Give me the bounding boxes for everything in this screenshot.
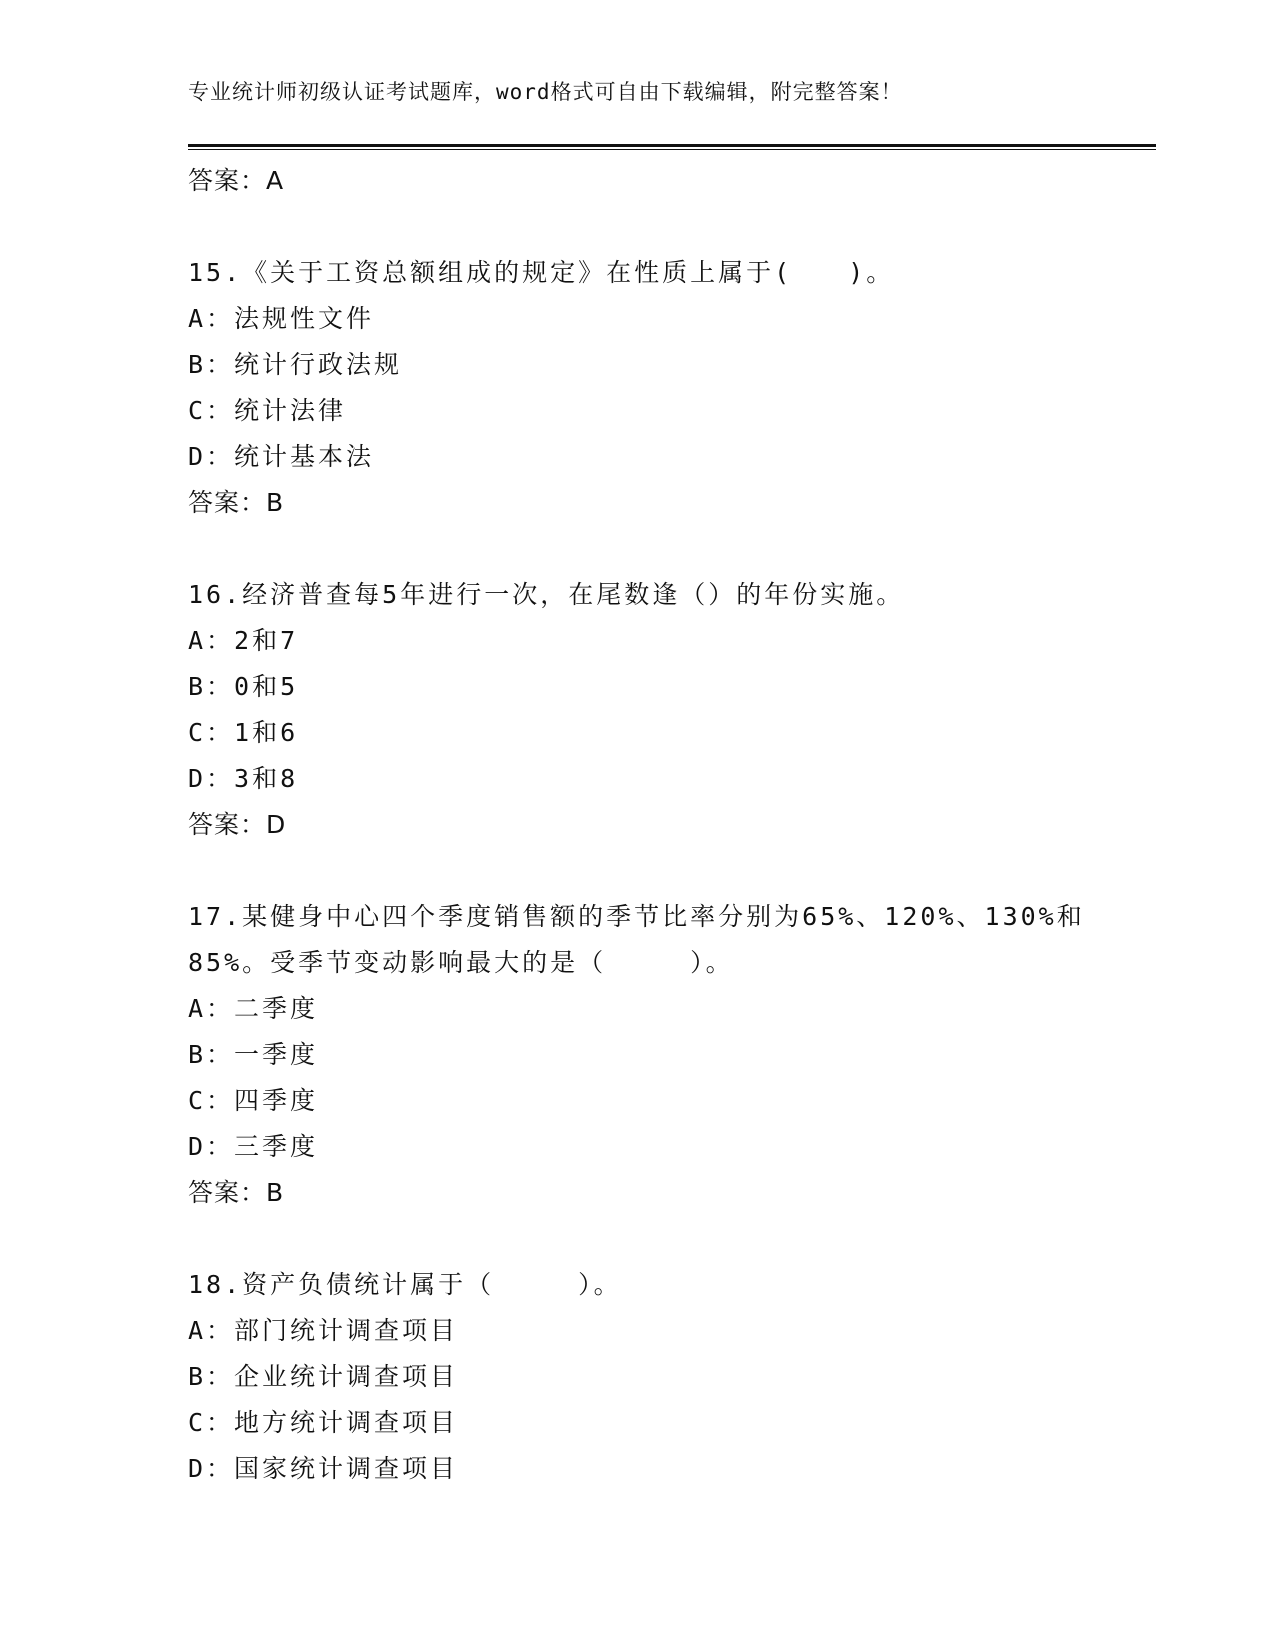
option-c: C：四季度 (188, 1086, 319, 1115)
spacer (188, 1216, 1108, 1262)
option-b: B：0和5 (188, 672, 299, 701)
answer-line: 答案：D (188, 810, 287, 839)
question-16 (188, 572, 1108, 848)
option-d: D：统计基本法 (188, 442, 375, 471)
option-a: A：部门统计调查项目 (188, 1316, 459, 1345)
question-17 (188, 894, 1108, 1216)
answer-line: 答案：A (188, 166, 285, 195)
option-a: A：2和7 (188, 626, 299, 655)
question-stem: 15.《关于工资总额组成的规定》在性质上属于( )。 (188, 258, 895, 287)
option-a: A：法规性文件 (188, 304, 375, 333)
option-b: B：统计行政法规 (188, 350, 403, 379)
option-a: A：二季度 (188, 994, 319, 1023)
spacer (188, 204, 1108, 250)
question-stem-line-1: 17.某健身中心四个季度销售额的季节比率分别为65%、120%、130%和 (188, 902, 1085, 931)
header-rule-thick (188, 144, 1156, 147)
option-c: C：地方统计调查项目 (188, 1408, 459, 1437)
question-stem-line-2: 85%。受季节变动影响最大的是（ ）。 (188, 948, 734, 977)
option-c: C：统计法律 (188, 396, 347, 425)
answer-line: 答案：B (188, 1178, 285, 1207)
option-b: B：企业统计调查项目 (188, 1362, 459, 1391)
header-rule-thin (188, 149, 1156, 150)
question-list (188, 158, 1108, 1492)
answer-line: 答案：B (188, 488, 285, 517)
spacer (188, 848, 1108, 894)
page-header: 专业统计师初级认证考试题库，word格式可自由下载编辑，附完整答案！ (188, 80, 903, 104)
option-d: D：3和8 (188, 764, 299, 793)
option-b: B：一季度 (188, 1040, 319, 1069)
option-d: D：国家统计调查项目 (188, 1454, 459, 1483)
option-c: C：1和6 (188, 718, 299, 747)
question-stem: 16.经济普查每5年进行一次，在尾数逢（）的年份实施。 (188, 580, 905, 609)
option-d: D：三季度 (188, 1132, 319, 1161)
spacer (188, 526, 1108, 572)
question-15 (188, 250, 1108, 526)
question-stem: 18.资产负债统计属于（ ）。 (188, 1270, 622, 1299)
question-18 (188, 1262, 1108, 1492)
